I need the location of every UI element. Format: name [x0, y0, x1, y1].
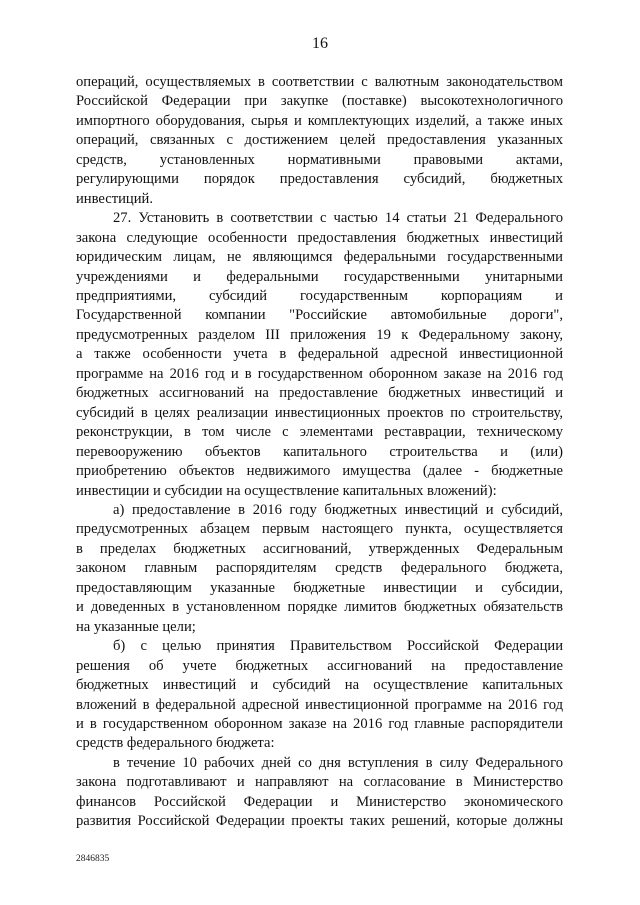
paragraph-item-27: [76, 209, 563, 501]
document-body: [76, 73, 563, 832]
text-line: Российской Федерации при закупке (поставке) высокотехнологичного: [76, 93, 563, 110]
text-line: предусмотренных абзацем первым настоящего пункта, осуществляется: [76, 521, 563, 538]
text-line: б) с целью принятия Правительством Российской Федерации: [113, 638, 563, 655]
text-line: предприятиями, субсидий государственным корпорациям и: [76, 287, 563, 304]
text-line: операций, осуществляемых в соответствии с валютным законодательством: [76, 74, 563, 90]
text-line: решения об учете бюджетных ассигнований на предоставление: [76, 657, 563, 674]
text-line: развития Российской Федерации проекты таких решений, которые должны: [76, 813, 563, 830]
text-line: в пределах бюджетных ассигнований, утвержденных Федеральным: [76, 540, 563, 557]
text-line: Государственной компании "Российские автомобильные дороги",: [76, 307, 563, 324]
page-number: 16: [312, 35, 328, 52]
text-line: средств федерального бюджета:: [76, 735, 275, 752]
text-line: а) предоставление в 2016 году бюджетных инвестиций и субсидий,: [113, 501, 563, 518]
text-line: бюджетных ассигнований на предоставление бюджетных инвестиций и: [76, 385, 563, 402]
text-line: закона следующие особенности предоставления бюджетных инвестиций: [76, 229, 563, 246]
text-line: и доведенных в установленном порядке лимитов бюджетных обязательств: [76, 599, 563, 616]
text-line: финансов Российской Федерации и Министерство экономического: [76, 793, 563, 810]
paragraph-continuation: [76, 73, 563, 209]
text-line: и в государственном оборонном заказе на 2016 год главные распорядители: [76, 715, 563, 732]
text-line: импортного оборудования, сырья и комплектующих изделий, а также иных: [76, 112, 563, 129]
text-line: на указанные цели;: [76, 618, 196, 635]
paragraph-subitem-a: [76, 501, 563, 637]
text-line: инвестиций.: [76, 190, 154, 207]
text-line: закона подготавливают и направляют на согласование в Министерство: [76, 774, 563, 791]
text-line: предусмотренных разделом III приложения 19 к Федеральному закону,: [76, 326, 563, 343]
text-line: вложений в федеральной адресной инвестиционной программе на 2016 год: [76, 696, 563, 713]
text-line: реконструкции, в том числе с элементами реставрации, техническому: [76, 424, 563, 441]
text-line: операций, связанных с достижением целей предоставления указанных: [76, 132, 563, 149]
text-line: перевооружению объектов капитального строительства и (или): [76, 443, 563, 460]
text-line: а также особенности учета в федеральной адресной инвестиционной: [76, 346, 563, 363]
text-line: в течение 10 рабочих дней со дня вступления в силу Федерального: [113, 754, 563, 771]
paragraph-subitem-b: [76, 637, 563, 754]
text-line: программе на 2016 год и в государственном оборонном заказе на 2016 год: [76, 365, 563, 382]
text-line: бюджетных инвестиций и субсидий на осуществление капитальных: [76, 677, 563, 694]
text-line: юридическим лицам, не являющимся федеральными государственными: [76, 249, 563, 266]
text-line: законом главным распорядителям средств федерального бюджета,: [76, 560, 563, 577]
text-line: инвестиции и субсидии на осуществление капитальных вложений):: [76, 482, 497, 499]
text-line: 27. Установить в соответствии с частью 14 статьи 21 Федерального: [113, 210, 563, 227]
document-footer-code: 2846835: [76, 854, 110, 864]
text-line: средств, установленных нормативными правовыми актами,: [76, 151, 563, 168]
text-line: учреждениями и федеральными государственными унитарными: [76, 268, 563, 285]
text-line: приобретению объектов недвижимого имущества (далее - бюджетные: [76, 463, 563, 480]
text-line: предоставляющим указанные бюджетные инвестиции и субсидии,: [76, 579, 563, 596]
paragraph-deadline: [76, 754, 563, 832]
text-line: регулирующими порядок предоставления субсидий, бюджетных: [76, 171, 563, 188]
text-line: субсидий в целях реализации инвестиционных проектов по строительству,: [76, 404, 563, 421]
